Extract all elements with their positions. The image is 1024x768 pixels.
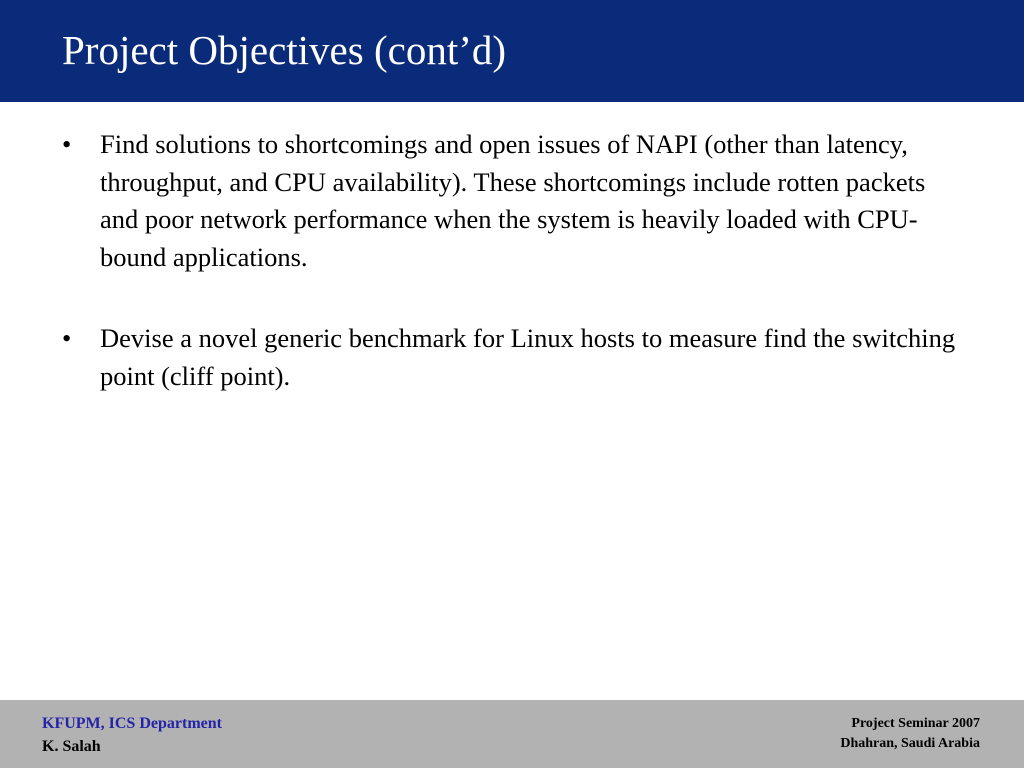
footer-event: Project Seminar 2007 <box>851 716 980 731</box>
bullet-icon: • <box>62 323 72 353</box>
footer-organization: KFUPM, ICS Department <box>42 715 222 732</box>
footer-left <box>42 712 222 758</box>
footer-right <box>840 714 980 754</box>
bullet-text: Devise a novel generic benchmark for Linux hosts to measure find the switching point (cliff point). <box>100 323 956 391</box>
bullet-item <box>0 126 960 276</box>
bullet-icon: • <box>62 129 72 159</box>
bullet-text: Find solutions to shortcomings and open issues of NAPI (other than latency, throughput, and CPU availability). These shortcomings include rotten packets and poor network performance when the system is heavily loaded with CPU-bound applications. <box>100 129 926 272</box>
footer-location: Dhahran, Saudi Arabia <box>840 736 980 751</box>
slide-title: Project Objectives (cont’d) <box>62 27 507 73</box>
title-bar <box>0 0 1024 102</box>
footer-author: K. Salah <box>42 738 101 755</box>
bullet-item <box>0 320 960 395</box>
footer-bar <box>0 700 1024 768</box>
bullet-list <box>0 126 1024 439</box>
